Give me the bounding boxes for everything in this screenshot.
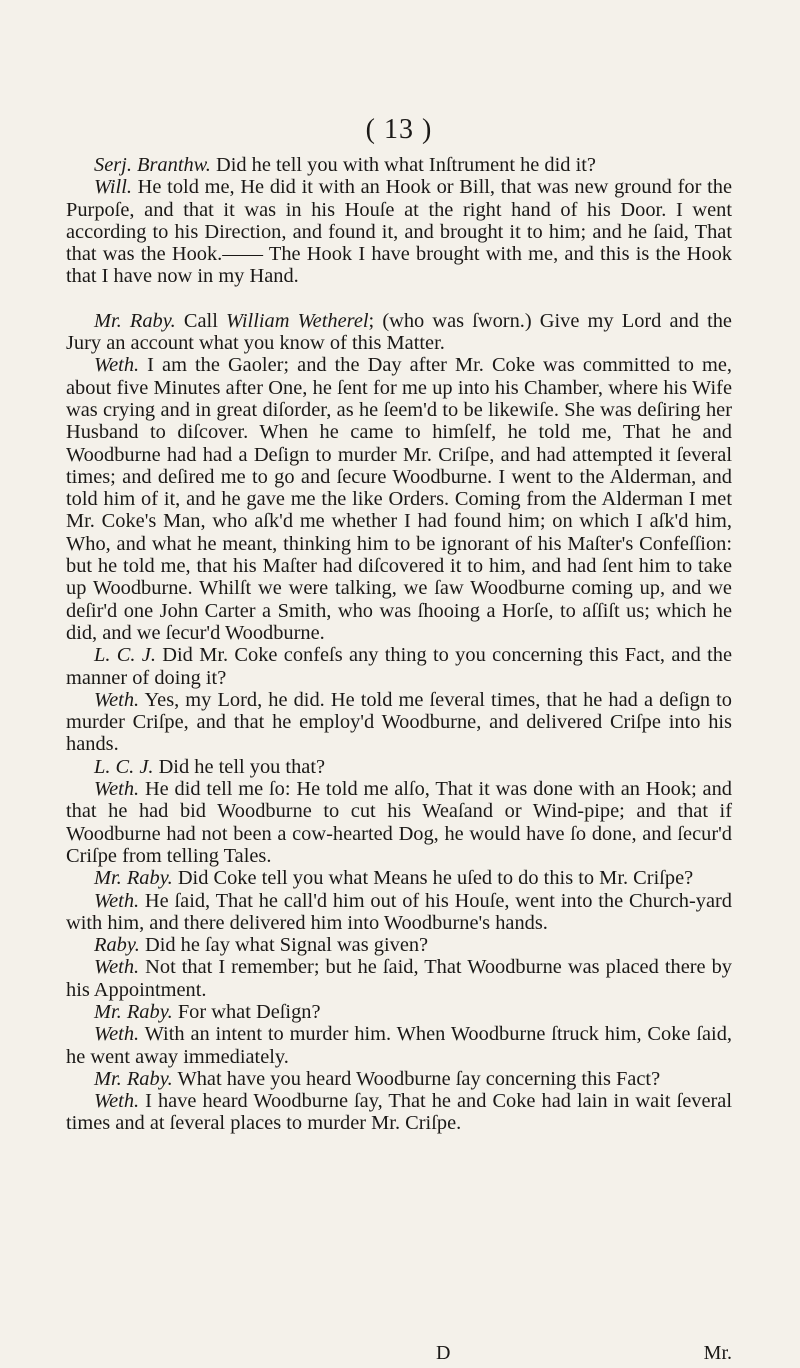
speech: Did he tell you with what Inſtrument he did it? xyxy=(210,154,596,176)
paragraph xyxy=(66,310,732,355)
speech: I am the Gaoler; and the Day after Mr. Coke was committed to me, about five Minutes after One, he ſent for me up into his Chamber, where his Wife was crying and in great diſorder, as he ſeem'd to be likewiſe. She was deſiring her Husband to diſcover. When he came to himſelf, he told me, That he and Woodburne had had a Deſign to murder Mr. Criſpe, and had attempted it ſeveral times; and deſired me to go and ſecure Woodburne. I went to the Alderman, and told him of it, and he gave me the like Orders. Coming from the Alderman I met Mr. Coke's Man, who aſk'd me whether I had found him; on which I aſk'd him, Who, and what he meant, thinking him to be ignorant of his Maſter's Confeſſion: but he told me, that his Maſter had diſcovered it to him, and had ſent him to take up Woodburne. Whilſt we were talking, we ſaw Woodburne coming up, and we deſir'd one John Carter a Smith, who was ſhooing a Horſe, to aſſiſt us; which he did, and we ſecur'd Woodburne. xyxy=(66,354,732,644)
speech-post: ; (who was ſworn.) Give my Lord and the Jury an account what you know of this Matter. xyxy=(66,309,732,355)
speaker: L. C. J. xyxy=(94,644,156,667)
page-number: ( 13 ) xyxy=(365,114,433,145)
speech: Yes, my Lord, he did. He told me ſeveral times, that he had a deſign to murder Criſpe, and that he employ'd Woodburne, and delivered Criſpe into his hands. xyxy=(66,688,732,756)
speaker: Raby. xyxy=(94,934,140,957)
speech: Did Mr. Coke confeſs any thing to you concerning this Fact, and the manner of doing it? xyxy=(66,644,733,689)
speaker: L. C. J. xyxy=(94,755,154,778)
catchword: Mr. xyxy=(703,1342,732,1364)
paragraph xyxy=(66,689,732,756)
speech: With an intent to murder him. When Woodburne ſtruck him, Coke ſaid, he went away immediately. xyxy=(66,1023,732,1068)
paragraph xyxy=(66,1068,732,1090)
speaker: Serj. Branthw. xyxy=(94,154,211,176)
speech: What have you heard Woodburne ſay concerning this Fact? xyxy=(172,1067,661,1090)
speaker: Weth. xyxy=(94,1090,140,1113)
signature-mark: D xyxy=(436,1342,451,1364)
speaker: Weth. xyxy=(94,688,140,711)
speaker: Mr. Raby. xyxy=(94,309,176,332)
speech: Did he ſay what Signal was given? xyxy=(139,934,429,957)
trial-transcript xyxy=(66,154,732,1135)
speaker: Weth. xyxy=(94,889,140,912)
paragraph xyxy=(66,778,732,867)
paragraph xyxy=(66,867,732,889)
speech: Did he tell you that? xyxy=(153,755,326,778)
witness-name: William Wetherel xyxy=(226,309,369,332)
paragraph xyxy=(66,354,732,644)
speaker: Mr. Raby. xyxy=(94,1000,173,1023)
paragraph xyxy=(66,934,732,956)
speaker: Will. xyxy=(94,176,132,199)
speaker: Weth. xyxy=(94,1023,140,1046)
speech: He told me, He did it with an Hook or Bill, that was new ground for the Purpoſe, and that it was in his Houſe at the right hand of his Door. I went according to his Direction, and found it, and brought it to him; and he ſaid, That that was the Hook.—— The Hook I have brought with me, and this is the Hook that I have now in my Hand. xyxy=(66,176,732,288)
speech: Not that I remember; but he ſaid, That Woodburne was placed there by his Appointment. xyxy=(66,956,732,1001)
paragraph xyxy=(66,176,732,287)
speech: For what Deſign? xyxy=(172,1000,321,1023)
paragraph-gap xyxy=(66,288,732,310)
speech-pre: Call xyxy=(175,309,226,332)
speech: He ſaid, That he call'd him out of his Houſe, went into the Church-yard with him, and there delivered him into Woodburne's hands. xyxy=(66,889,732,934)
speaker: Mr. Raby. xyxy=(94,867,173,890)
speaker: Weth. xyxy=(94,354,140,377)
speech: Did Coke tell you what Means he uſed to do this to Mr. Criſpe? xyxy=(172,867,694,890)
speech: He did tell me ſo: He told me alſo, That it was done with an Hook; and that he had bid Woodburne to cut his Weaſand or Wind-pipe; and that if Woodburne had not been a cow-hearted Dog, he would have ſo done, and ſecur'd Criſpe from telling Tales. xyxy=(66,778,732,867)
speaker: Mr. Raby. xyxy=(94,1067,173,1090)
paragraph xyxy=(66,756,732,778)
paragraph xyxy=(66,644,732,689)
paragraph xyxy=(66,154,732,176)
paragraph xyxy=(66,890,732,935)
speech: I have heard Woodburne ſay, That he and Coke had lain in wait ſeveral times and at ſeveral places to murder Mr. Criſpe. xyxy=(66,1090,732,1135)
speaker: Weth. xyxy=(94,956,140,979)
paragraph xyxy=(66,1023,732,1068)
speaker: Weth. xyxy=(94,778,140,801)
paragraph xyxy=(66,956,732,1001)
paragraph xyxy=(66,1090,732,1135)
paragraph xyxy=(66,1001,732,1023)
page-footer xyxy=(66,1342,732,1364)
